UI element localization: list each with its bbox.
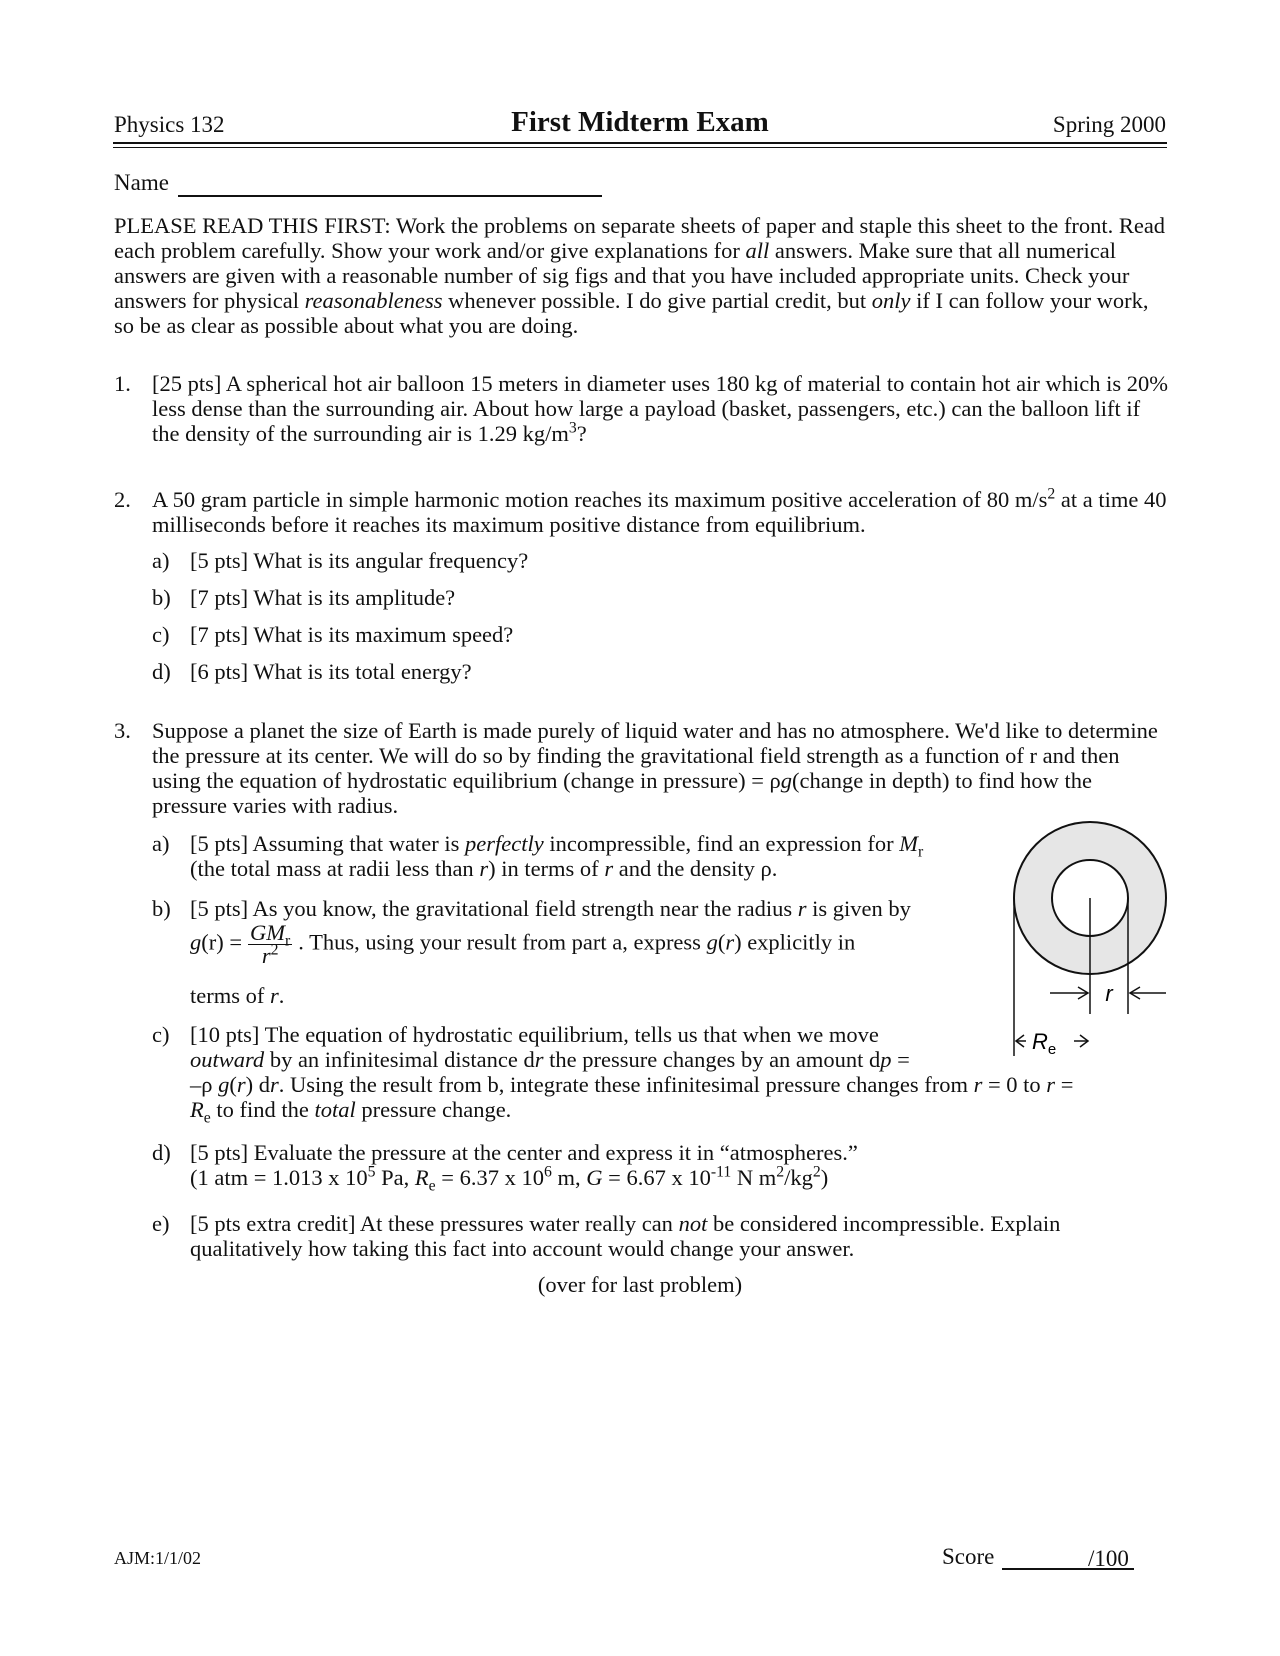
r-label: r: [1105, 981, 1113, 1006]
header-rule-thick: [113, 142, 1167, 144]
q2-number: 2.: [114, 487, 131, 512]
q3-part-b-line3: terms of r.: [190, 983, 285, 1008]
q3-text: Suppose a planet the size of Earth is made purely of liquid water and has no atmosphere. We'd like to determine the pressure at its center. We will do so by finding the gravitational field strength as a function of r and then using the equation of hydrostatic equilibrium (change in pressure) = ρg(change in depth) to find how the pressure varies with radius.: [152, 718, 1158, 818]
footer-id: AJM:1/1/02: [114, 1548, 202, 1568]
q3-number: 3.: [114, 718, 131, 743]
q3-part-e-label: e): [152, 1211, 170, 1236]
q1-number: 1.: [114, 371, 131, 396]
q3-part-c-label: c): [152, 1022, 170, 1047]
q3-part-c: [10 pts] The equation of hydrostatic equilibrium, tells us that when we move outward by an infinitesimal distance dr the pressure changes by an amount dp = –ρ g(r) dr. Using the result from b, integrate these infinitesimal pressure changes from r = 0 to r = $R_e$ to find the total pressure change.: [190, 1022, 1074, 1127]
q2-part-b: [7 pts] What is its amplitude?: [190, 585, 456, 610]
q2-part-a: [5 pts] What is its angular frequency?: [190, 548, 529, 573]
q3-part-b-formula: g(r) = $\frac{GM_r}{r^2}$ . Thus, using your result from part a, express g(r) explicitly in: [190, 920, 856, 968]
q3-part-d-label: d): [152, 1140, 171, 1165]
q3-part-b-line1: [5 pts] As you know, the gravitational field strength near the radius r is given by: [190, 896, 911, 921]
q3-part-b-label: b): [152, 896, 171, 921]
q2-text: A 50 gram particle in simple harmonic motion reaches its maximum positive acceleration of 80 $m/s^2$ at a time 40 milliseconds before it reaches its maximum positive distance from equilibrium.: [152, 485, 1167, 537]
q2-part-c: [7 pts] What is its maximum speed?: [190, 622, 514, 647]
name-label: Name: [114, 170, 169, 195]
q3-part-d: [5 pts] Evaluate the pressure at the center and express it in “atmospheres.” (1 atm = 1.013 x $10^5$ Pa, $R_e = 6.37$ x $10^6$ m, G = 6.67 x $10^{-11}$ N $m^2/kg^2$): [190, 1140, 858, 1195]
exam-term: Spring 2000: [1052, 112, 1166, 137]
gravity-fraction: $\frac{GM_r}{r^2}$: [250, 920, 291, 968]
q1-text: [25 pts] A spherical hot air balloon 15 meters in diameter uses 180 kg of material to contain hot air which is 20% less dense than the surrounding air. About how large a payload (basket, passengers, etc.) can the balloon lift if the density of the surrounding air is 1.29 $kg/m^3$?: [152, 371, 1169, 446]
score-label: Score: [942, 1544, 995, 1569]
header-rule-thin: [113, 147, 1167, 148]
name-blank-line[interactable]: [178, 195, 602, 197]
q2-part-d-label: d): [152, 659, 171, 684]
q2-part-d: [6 pts] What is its total energy?: [190, 659, 472, 684]
exam-title: First Midterm Exam: [511, 106, 769, 138]
q3-part-a-label: a): [152, 831, 170, 856]
over-page-note: (over for last problem): [537, 1272, 743, 1297]
q2-part-b-label: b): [152, 585, 171, 610]
re-label: $R_e$: [1032, 1029, 1057, 1058]
instructions: PLEASE READ THIS FIRST: Work the problems on separate sheets of paper and staple this sheet to the front. Read each problem carefully. Show your work and/or give explanations for all answers. Make sure that all numerical answers are given with a reasonable number of sig figs and that you have included appropriate units. Check your answers for physical reasonableness whenever possible. I do give partial credit, but only if I can follow your work, so be as clear as possible about what you are doing.: [114, 213, 1166, 338]
score-total: /100: [1088, 1546, 1129, 1571]
q2-part-a-label: a): [152, 548, 170, 573]
q3-part-e: [5 pts extra credit] At these pressures water really can not be considered incompressible. Explain qualitatively how taking this fact into account would change your answer.: [190, 1211, 1061, 1261]
q2-part-c-label: c): [152, 622, 170, 647]
q3-part-a: [5 pts] Assuming that water is perfectly incompressible, find an expression for $M_r$ (the total mass at radii less than r) in terms of r and the density ρ.: [190, 831, 924, 881]
course-name: Physics 132: [114, 112, 225, 137]
planet-diagram: [1000, 816, 1180, 1066]
